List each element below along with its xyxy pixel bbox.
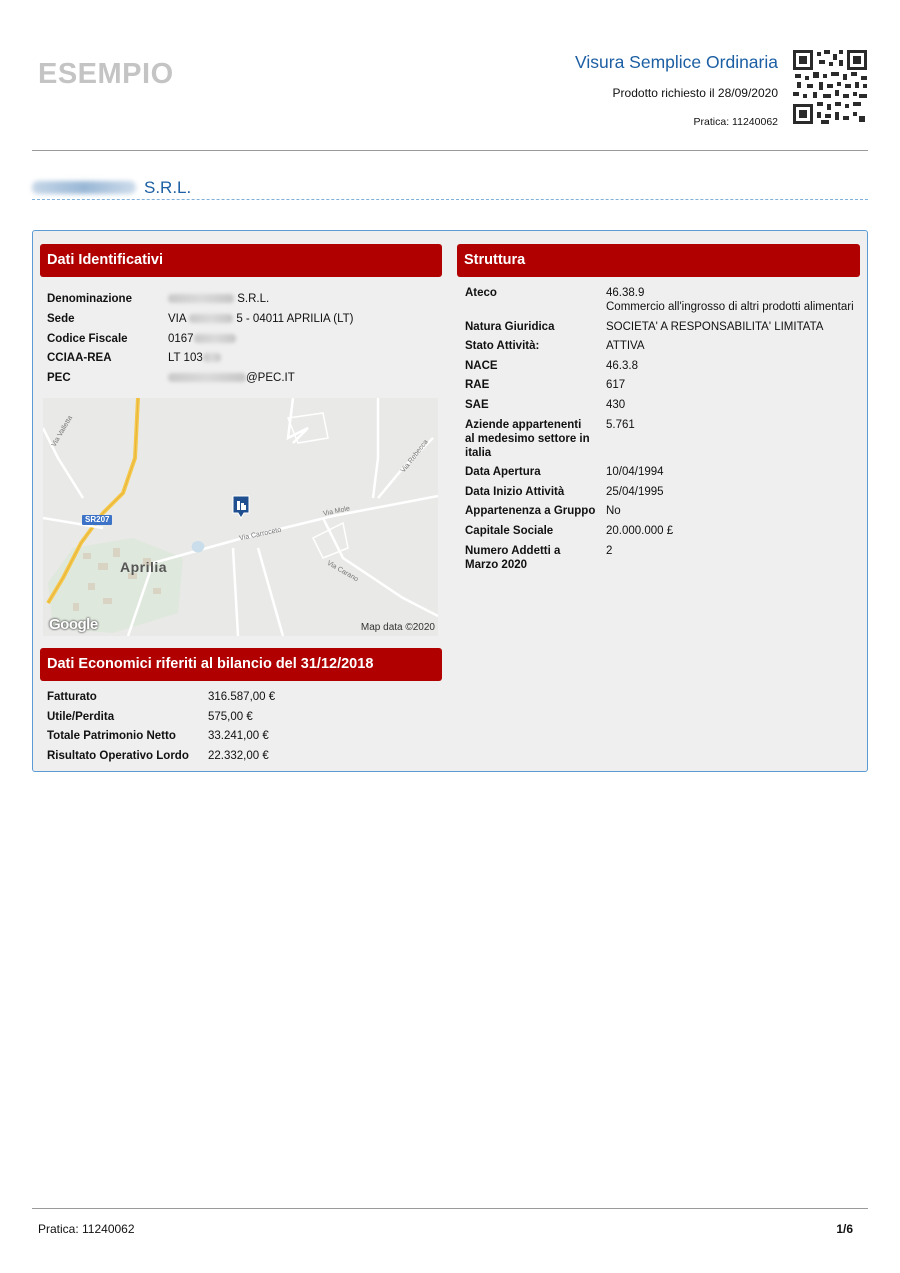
map-road-label: Via Carroceto (238, 526, 282, 543)
footer-divider (32, 1208, 868, 1209)
utile-perdita-label: Utile/Perdita (47, 711, 115, 723)
aziende-settore-label (465, 418, 590, 460)
codice-fiscale-prefix: 0167 (168, 333, 194, 345)
stato-attivita-label: Stato Attività: (465, 340, 540, 352)
capitale-sociale-value: 20.000.000 £ (606, 525, 674, 537)
google-logo: Google (49, 616, 98, 633)
map-road-label: Via Carano (325, 559, 360, 584)
fatturato-label: Fatturato (47, 691, 97, 703)
location-map[interactable] (43, 398, 438, 636)
section-dati-economici: Dati Economici riferiti al bilancio del 31/12/2018 (40, 648, 442, 681)
company-name-suffix: S.R.L. (144, 178, 192, 197)
request-date: Prodotto richiesto il 28/09/2020 (612, 86, 778, 100)
numero-addetti-value: 2 (606, 545, 613, 557)
natura-giuridica-value: SOCIETA' A RESPONSABILITA' LIMITATA (606, 321, 824, 333)
rea-prefix: LT 103 (168, 352, 203, 364)
sede-prefix: VIA (168, 313, 186, 325)
map-copyright: Map data ©2020 (360, 622, 435, 633)
denominazione-label: Denominazione (47, 293, 132, 305)
map-town-label: Aprilia (120, 559, 168, 575)
denominazione-suffix: S.R.L. (237, 293, 270, 305)
redacted-text (203, 353, 221, 362)
footer-pratica: Pratica: 11240062 (38, 1222, 135, 1236)
map-road-label: Via Rebecca (399, 438, 430, 475)
rae-value: 617 (606, 379, 626, 391)
risultato-operativo-label: Risultato Operativo Lordo (47, 750, 189, 762)
aziende-label-line-3: italia (465, 447, 492, 459)
header-divider (32, 150, 868, 151)
redacted-text (32, 181, 136, 194)
redacted-text (168, 373, 246, 382)
section-struttura: Struttura (457, 244, 860, 277)
company-divider (32, 199, 868, 200)
sede-suffix: 5 - 04011 APRILIA (LT) (236, 313, 354, 325)
utile-perdita-value: 575,00 € (208, 711, 253, 723)
document-title: Visura Semplice Ordinaria (575, 52, 778, 72)
aziende-label-line-2: al medesimo settore in (465, 433, 590, 445)
patrimonio-netto-value: 33.241,00 € (208, 730, 269, 742)
data-inizio-label: Data Inizio Attività (465, 486, 565, 498)
ateco-label: Ateco (465, 287, 497, 299)
appartenenza-gruppo-label: Appartenenza a Gruppo (465, 505, 596, 517)
stato-attivita-value: ATTIVA (606, 340, 645, 352)
pratica-number: Pratica: 11240062 (693, 116, 778, 128)
data-inizio-value: 25/04/1995 (606, 486, 664, 498)
pec-domain: @PEC.IT (246, 372, 295, 384)
denominazione-value (168, 292, 269, 306)
codice-fiscale-value (168, 332, 236, 346)
nace-value: 46.3.8 (606, 360, 638, 372)
watermark: ESEMPIO (38, 58, 174, 90)
data-apertura-value: 10/04/1994 (606, 466, 664, 478)
aziende-label-line-1: Aziende appartenenti (465, 419, 582, 431)
risultato-operativo-value: 22.332,00 € (208, 750, 269, 762)
pec-value (168, 371, 295, 385)
pec-label: PEC (47, 372, 71, 384)
data-apertura-label: Data Apertura (465, 466, 541, 478)
sede-value (168, 312, 354, 326)
redacted-text (168, 294, 234, 303)
aziende-settore-value: 5.761 (606, 419, 635, 431)
page-number: 1/6 (836, 1222, 853, 1236)
redacted-text (189, 314, 233, 323)
addetti-label-line-1: Numero Addetti a (465, 545, 561, 557)
map-road-label: Via Mole (322, 505, 351, 518)
section-dati-identificativi: Dati Identificativi (40, 244, 442, 277)
ateco-description: Commercio all'ingrosso di altri prodotti alimentari (606, 301, 854, 313)
patrimonio-netto-label: Totale Patrimonio Netto (47, 730, 176, 742)
sae-label: SAE (465, 399, 489, 411)
cciaa-rea-value (168, 351, 221, 365)
qr-code-icon (793, 50, 867, 124)
capitale-sociale-label: Capitale Sociale (465, 525, 554, 537)
redacted-text (194, 334, 236, 343)
sae-value: 430 (606, 399, 626, 411)
addetti-label-line-2: Marzo 2020 (465, 559, 528, 571)
rae-label: RAE (465, 379, 490, 391)
company-name (32, 178, 191, 198)
nace-label: NACE (465, 360, 498, 372)
sede-label: Sede (47, 313, 75, 325)
ateco-code: 46.38.9 (606, 287, 645, 299)
road-badge-sr207: SR207 (82, 515, 112, 525)
fatturato-value: 316.587,00 € (208, 691, 276, 703)
map-road-label: Via Valletta (50, 414, 75, 449)
natura-giuridica-label: Natura Giuridica (465, 321, 555, 333)
cciaa-rea-label: CCIAA-REA (47, 352, 112, 364)
map-marker-icon[interactable] (231, 495, 251, 519)
codice-fiscale-label: Codice Fiscale (47, 333, 128, 345)
numero-addetti-label (465, 544, 560, 572)
appartenenza-gruppo-value: No (606, 505, 621, 517)
